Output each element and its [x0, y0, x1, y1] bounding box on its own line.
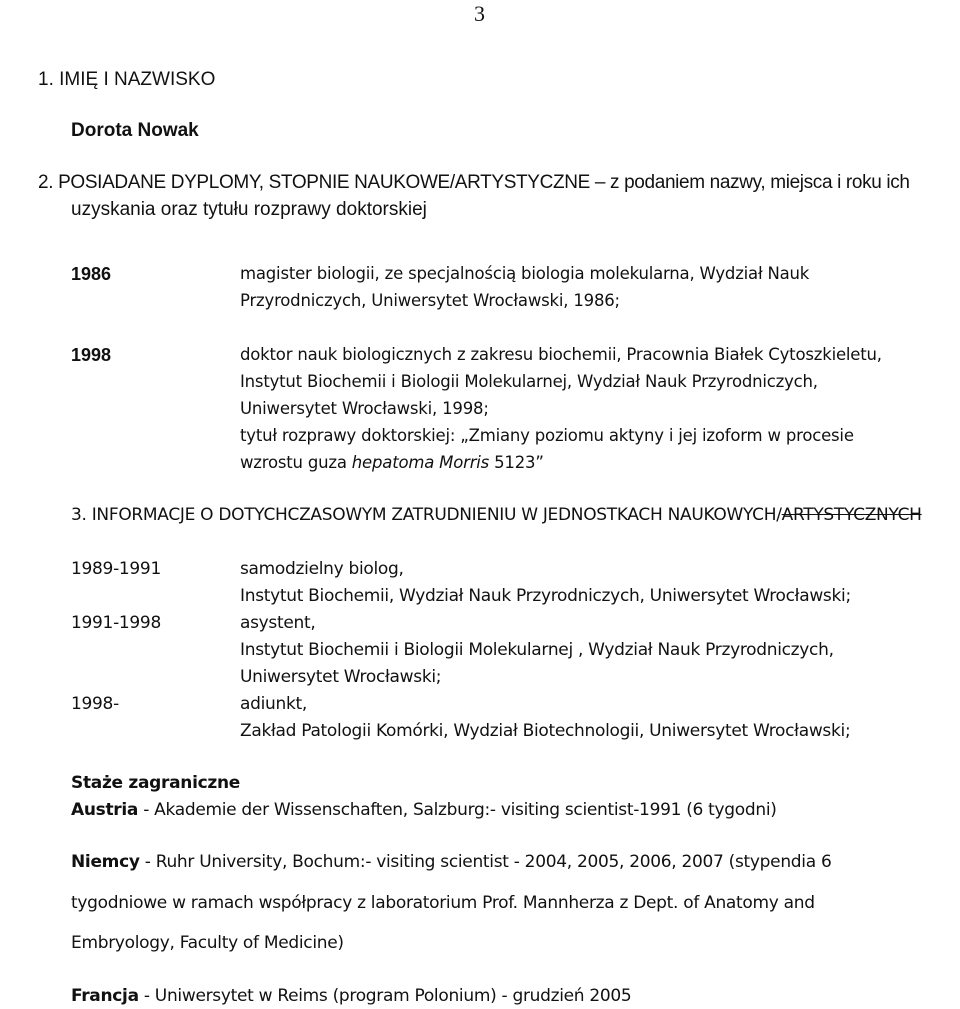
internship-germany [71, 852, 831, 872]
dissertation-italic-term: hepatoma Morris [351, 453, 490, 472]
internships-heading: Staże zagraniczne [71, 773, 241, 793]
internship-details: - Akademie der Wissenschaften, Salzburg:- visiting scientist-1991 (6 tygodni) [138, 800, 777, 820]
degree-year-1986: 1986 [71, 264, 112, 284]
section1-heading: 1. IMIĘ I NAZWISKO [38, 69, 216, 90]
internship-details: - Ruhr University, Bochum:- visiting scientist - 2004, 2005, 2006, 2007 (stypendia 6 [139, 852, 832, 872]
degree-line: Przyrodniczych, Uniwersytet Wrocławski, 1986; [240, 291, 620, 310]
degree-line: magister biologii, ze specjalnością biologia molekularna, Wydział Nauk [240, 264, 810, 283]
degree-line: Instytut Biochemii i Biologii Molekularnej, Wydział Nauk Przyrodniczych, [240, 372, 818, 391]
page-number: 3 [474, 1, 485, 26]
section3-heading-struck: ARTYSTYCZNYCH [781, 505, 922, 525]
dissertation-title-end [240, 453, 544, 472]
job-title: asystent, [240, 613, 316, 633]
internship-details: - Uniwersytet w Reims (program Polonium) - grudzień 2005 [138, 986, 632, 1006]
job-years: 1991-1998 [71, 613, 161, 633]
job-years: 1998- [71, 694, 119, 714]
internship-country: Francja [71, 986, 139, 1006]
job-years: 1989-1991 [71, 559, 161, 579]
internship-austria [71, 800, 777, 820]
section2-heading-line2: uzyskania oraz tytułu rozprawy doktorskiej [71, 199, 427, 220]
degree-line: doktor nauk biologicznych z zakresu biochemii, Pracownia Białek Cytoszkieletu, [240, 345, 882, 364]
internship-details: Embryology, Faculty of Medicine) [71, 933, 344, 953]
section3-heading-main: 3. INFORMACJE O DOTYCHCZASOWYM ZATRUDNIENIU W JEDNOSTKACH NAUKOWYCH/ [71, 505, 782, 525]
job-title: adiunkt, [240, 694, 307, 714]
dissertation-text: wzrostu guza [240, 453, 352, 472]
internship-country: Austria [71, 800, 139, 820]
degree-line: Uniwersytet Wrocławski, 1998; [240, 399, 489, 418]
internship-details: tygodniowe w ramach współpracy z laboratorium Prof. Mannherza z Dept. of Anatomy and [71, 893, 815, 913]
section3-heading [71, 505, 922, 525]
person-name: Dorota Nowak [71, 120, 199, 141]
dissertation-text: 5123” [489, 453, 544, 472]
dissertation-title-line: tytuł rozprawy doktorskiej: „Zmiany poziomu aktyny i jej izoform w procesie [240, 426, 854, 445]
job-place: Zakład Patologii Komórki, Wydział Biotechnologii, Uniwersytet Wrocławski; [240, 721, 851, 741]
internship-france [71, 986, 631, 1006]
section2-heading-line1: 2. POSIADANE DYPLOMY, STOPNIE NAUKOWE/ARTYSTYCZNE – z podaniem nazwy, miejsca i roku ich [38, 172, 910, 193]
internship-country: Niemcy [71, 852, 140, 872]
job-place: Instytut Biochemii i Biologii Molekularnej , Wydział Nauk Przyrodniczych, [240, 640, 834, 660]
job-place: Uniwersytet Wrocławski; [240, 667, 442, 687]
job-title: samodzielny biolog, [240, 559, 404, 579]
degree-year-1998: 1998 [71, 345, 112, 365]
job-place: Instytut Biochemii, Wydział Nauk Przyrodniczych, Uniwersytet Wrocławski; [240, 586, 851, 606]
